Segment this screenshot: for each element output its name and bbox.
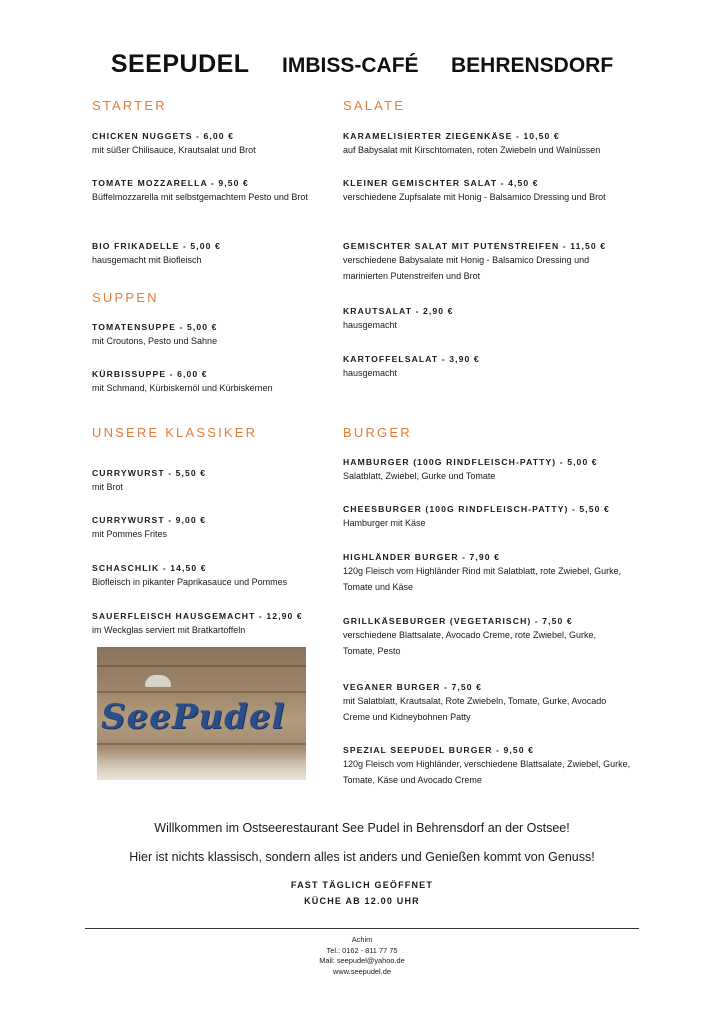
- menu-item-schaschlik: [92, 561, 332, 591]
- contact-website[interactable]: www.seepudel.de: [333, 966, 391, 976]
- item-name: KLEINER GEMISCHTER SALAT - 4,50 €: [343, 178, 539, 188]
- item-description: verschiedene Babysalate mit Honig - Balsamico Dressing und marinierten Putenstreifen und Brot: [343, 255, 590, 281]
- item-description: hausgemacht mit Biofleisch: [92, 255, 202, 265]
- kitchen-hours: KÜCHE AB 12.00 UHR: [304, 896, 420, 906]
- item-name: HIGHLÄNDER BURGER - 7,90 €: [343, 552, 501, 562]
- welcome-line-1: Willkommen im Ostseerestaurant See Pudel in Behrensdorf an der Ostsee!: [154, 821, 570, 835]
- item-description: Hamburger mit Käse: [343, 518, 426, 528]
- header-subtitle-location: BEHRENSDORF: [450, 54, 614, 77]
- brand-title: SEEPUDEL: [110, 50, 250, 78]
- section-title-starter: STARTER: [92, 98, 167, 113]
- menu-item-sauerfleisch: [92, 609, 337, 639]
- menu-item-chicken-nuggets: [92, 129, 332, 159]
- item-name: KÜRBISSUPPE - 6,00 €: [92, 369, 208, 379]
- menu-item-krautsalat: [343, 304, 618, 334]
- menu-item-kuerbissuppe: [92, 367, 332, 397]
- contact-name: Achim: [351, 935, 373, 944]
- item-description: mit Croutons, Pesto und Sahne: [92, 336, 218, 346]
- item-name: CURRYWURST - 9,00 €: [92, 515, 207, 525]
- section-title-burger: BURGER: [343, 425, 412, 440]
- menu-item-tomatensuppe: [92, 320, 332, 350]
- section-title-suppen: SUPPEN: [92, 290, 159, 305]
- item-name: GEMISCHTER SALAT MIT PUTENSTREIFEN - 11,50 €: [343, 241, 607, 251]
- menu-item-spezial-seepudel-burger: [343, 743, 638, 788]
- item-name: BIO FRIKADELLE - 5,00 €: [92, 241, 221, 251]
- menu-item-kartoffelsalat: [343, 352, 618, 382]
- item-name: VEGANER BURGER - 7,50 €: [343, 682, 482, 692]
- item-name: CHEESBURGER (100G RINDFLEISCH-PATTY) - 5,50 €: [343, 504, 610, 514]
- item-description: mit süßer Chilisauce, Krautsalat und Brot: [92, 145, 256, 155]
- item-name: HAMBURGER (100G RINDFLEISCH-PATTY) - 5,00 €: [343, 457, 598, 467]
- item-description: Salatblatt, Zwiebel, Gurke und Tomate: [343, 471, 496, 481]
- menu-item-highlaender-burger: [343, 550, 628, 595]
- item-name: TOMATE MOZZARELLA - 9,50 €: [92, 178, 249, 188]
- contact-footer: [0, 935, 724, 977]
- item-description: verschiedene Blattsalate, Avocado Creme, rote Zwiebel, Gurke, Tomate, Pesto: [343, 630, 596, 656]
- item-name: KRAUTSALAT - 2,90 €: [343, 306, 454, 316]
- menu-item-cheesburger: [343, 502, 643, 532]
- item-name: GRILLKÄSEBURGER (VEGETARISCH) - 7,50 €: [343, 616, 573, 626]
- contact-email[interactable]: Mail: seepudel@yahoo.de: [319, 956, 405, 965]
- item-name: SAUERFLEISCH HAUSGEMACHT - 12,90 €: [92, 611, 303, 621]
- item-description: 120g Fleisch vom Highländer Rind mit Salatblatt, rote Zwiebel, Gurke, Tomate und Käse: [343, 566, 622, 592]
- menu-item-salat-putenstreifen: [343, 239, 618, 284]
- menu-item-currywurst-brot: [92, 466, 332, 496]
- menu-header: [0, 50, 724, 79]
- section-title-klassiker: UNSERE KLASSIKER: [92, 425, 258, 440]
- menu-item-veganer-burger: [343, 680, 623, 725]
- item-description: hausgemacht: [343, 320, 398, 330]
- item-name: SCHASCHLIK - 14,50 €: [92, 563, 207, 573]
- menu-item-currywurst-pommes: [92, 513, 332, 543]
- item-description: verschiedene Zupfsalate mit Honig - Balsamico Dressing und Brot: [343, 192, 606, 202]
- item-description: mit Schmand, Kürbiskernöl und Kürbiskernen: [92, 383, 273, 393]
- restaurant-sign-photo: [97, 647, 306, 780]
- opening-hours: FAST TÄGLICH GEÖFFNET: [290, 880, 434, 890]
- menu-item-bio-frikadelle: [92, 239, 332, 269]
- seepudel-sign: SeePudel: [101, 697, 286, 737]
- item-description: mit Brot: [92, 482, 124, 492]
- item-description: auf Babysalat mit Kirschtomaten, roten Zwiebeln und Walnüssen: [343, 145, 601, 155]
- item-name: KARTOFFELSALAT - 3,90 €: [343, 354, 480, 364]
- header-subtitle-imbiss: IMBISS-CAFÉ: [282, 54, 419, 77]
- item-description: mit Pommes Frites: [92, 529, 168, 539]
- item-name: TOMATENSUPPE - 5,00 €: [92, 322, 218, 332]
- menu-item-ziegenkaese: [343, 129, 643, 159]
- item-description: im Weckglas serviert mit Bratkartoffeln: [92, 625, 246, 635]
- item-name: KARAMELISIERTER ZIEGENKÄSE - 10,50 €: [343, 131, 560, 141]
- menu-item-kleiner-salat: [343, 176, 618, 206]
- menu-item-hamburger: [343, 455, 643, 485]
- contact-phone[interactable]: Tel.: 0162 - 811 77 75: [326, 945, 398, 955]
- section-title-salate: SALATE: [343, 98, 406, 113]
- lamp-icon: [145, 675, 171, 687]
- menu-item-tomate-mozzarella: [92, 176, 322, 206]
- item-name: SPEZIAL SEEPUDEL BURGER - 9,50 €: [343, 745, 535, 755]
- item-description: hausgemacht: [343, 368, 398, 378]
- item-description: Büffelmozzarella mit selbstgemachtem Pesto und Brot: [92, 192, 308, 202]
- footer-divider: [85, 928, 639, 929]
- item-name: CURRYWURST - 5,50 €: [92, 468, 207, 478]
- item-description: mit Salatblatt, Krautsalat, Rote Zwiebeln, Tomate, Gurke, Avocado Creme und Kidneybohnen Patty: [343, 696, 607, 722]
- welcome-line-2: Hier ist nichts klassisch, sondern alles ist anders und Genießen kommt von Genuss!: [129, 850, 595, 864]
- item-description: Biofleisch in pikanter Paprikasauce und Pommes: [92, 577, 288, 587]
- item-description: 120g Fleisch vom Highländer, verschiedene Blattsalate, Zwiebel, Gurke, Tomate, Käse und Avocado Creme: [343, 759, 631, 785]
- item-name: CHICKEN NUGGETS - 6,00 €: [92, 131, 234, 141]
- menu-item-grillkaeseburger: [343, 614, 628, 659]
